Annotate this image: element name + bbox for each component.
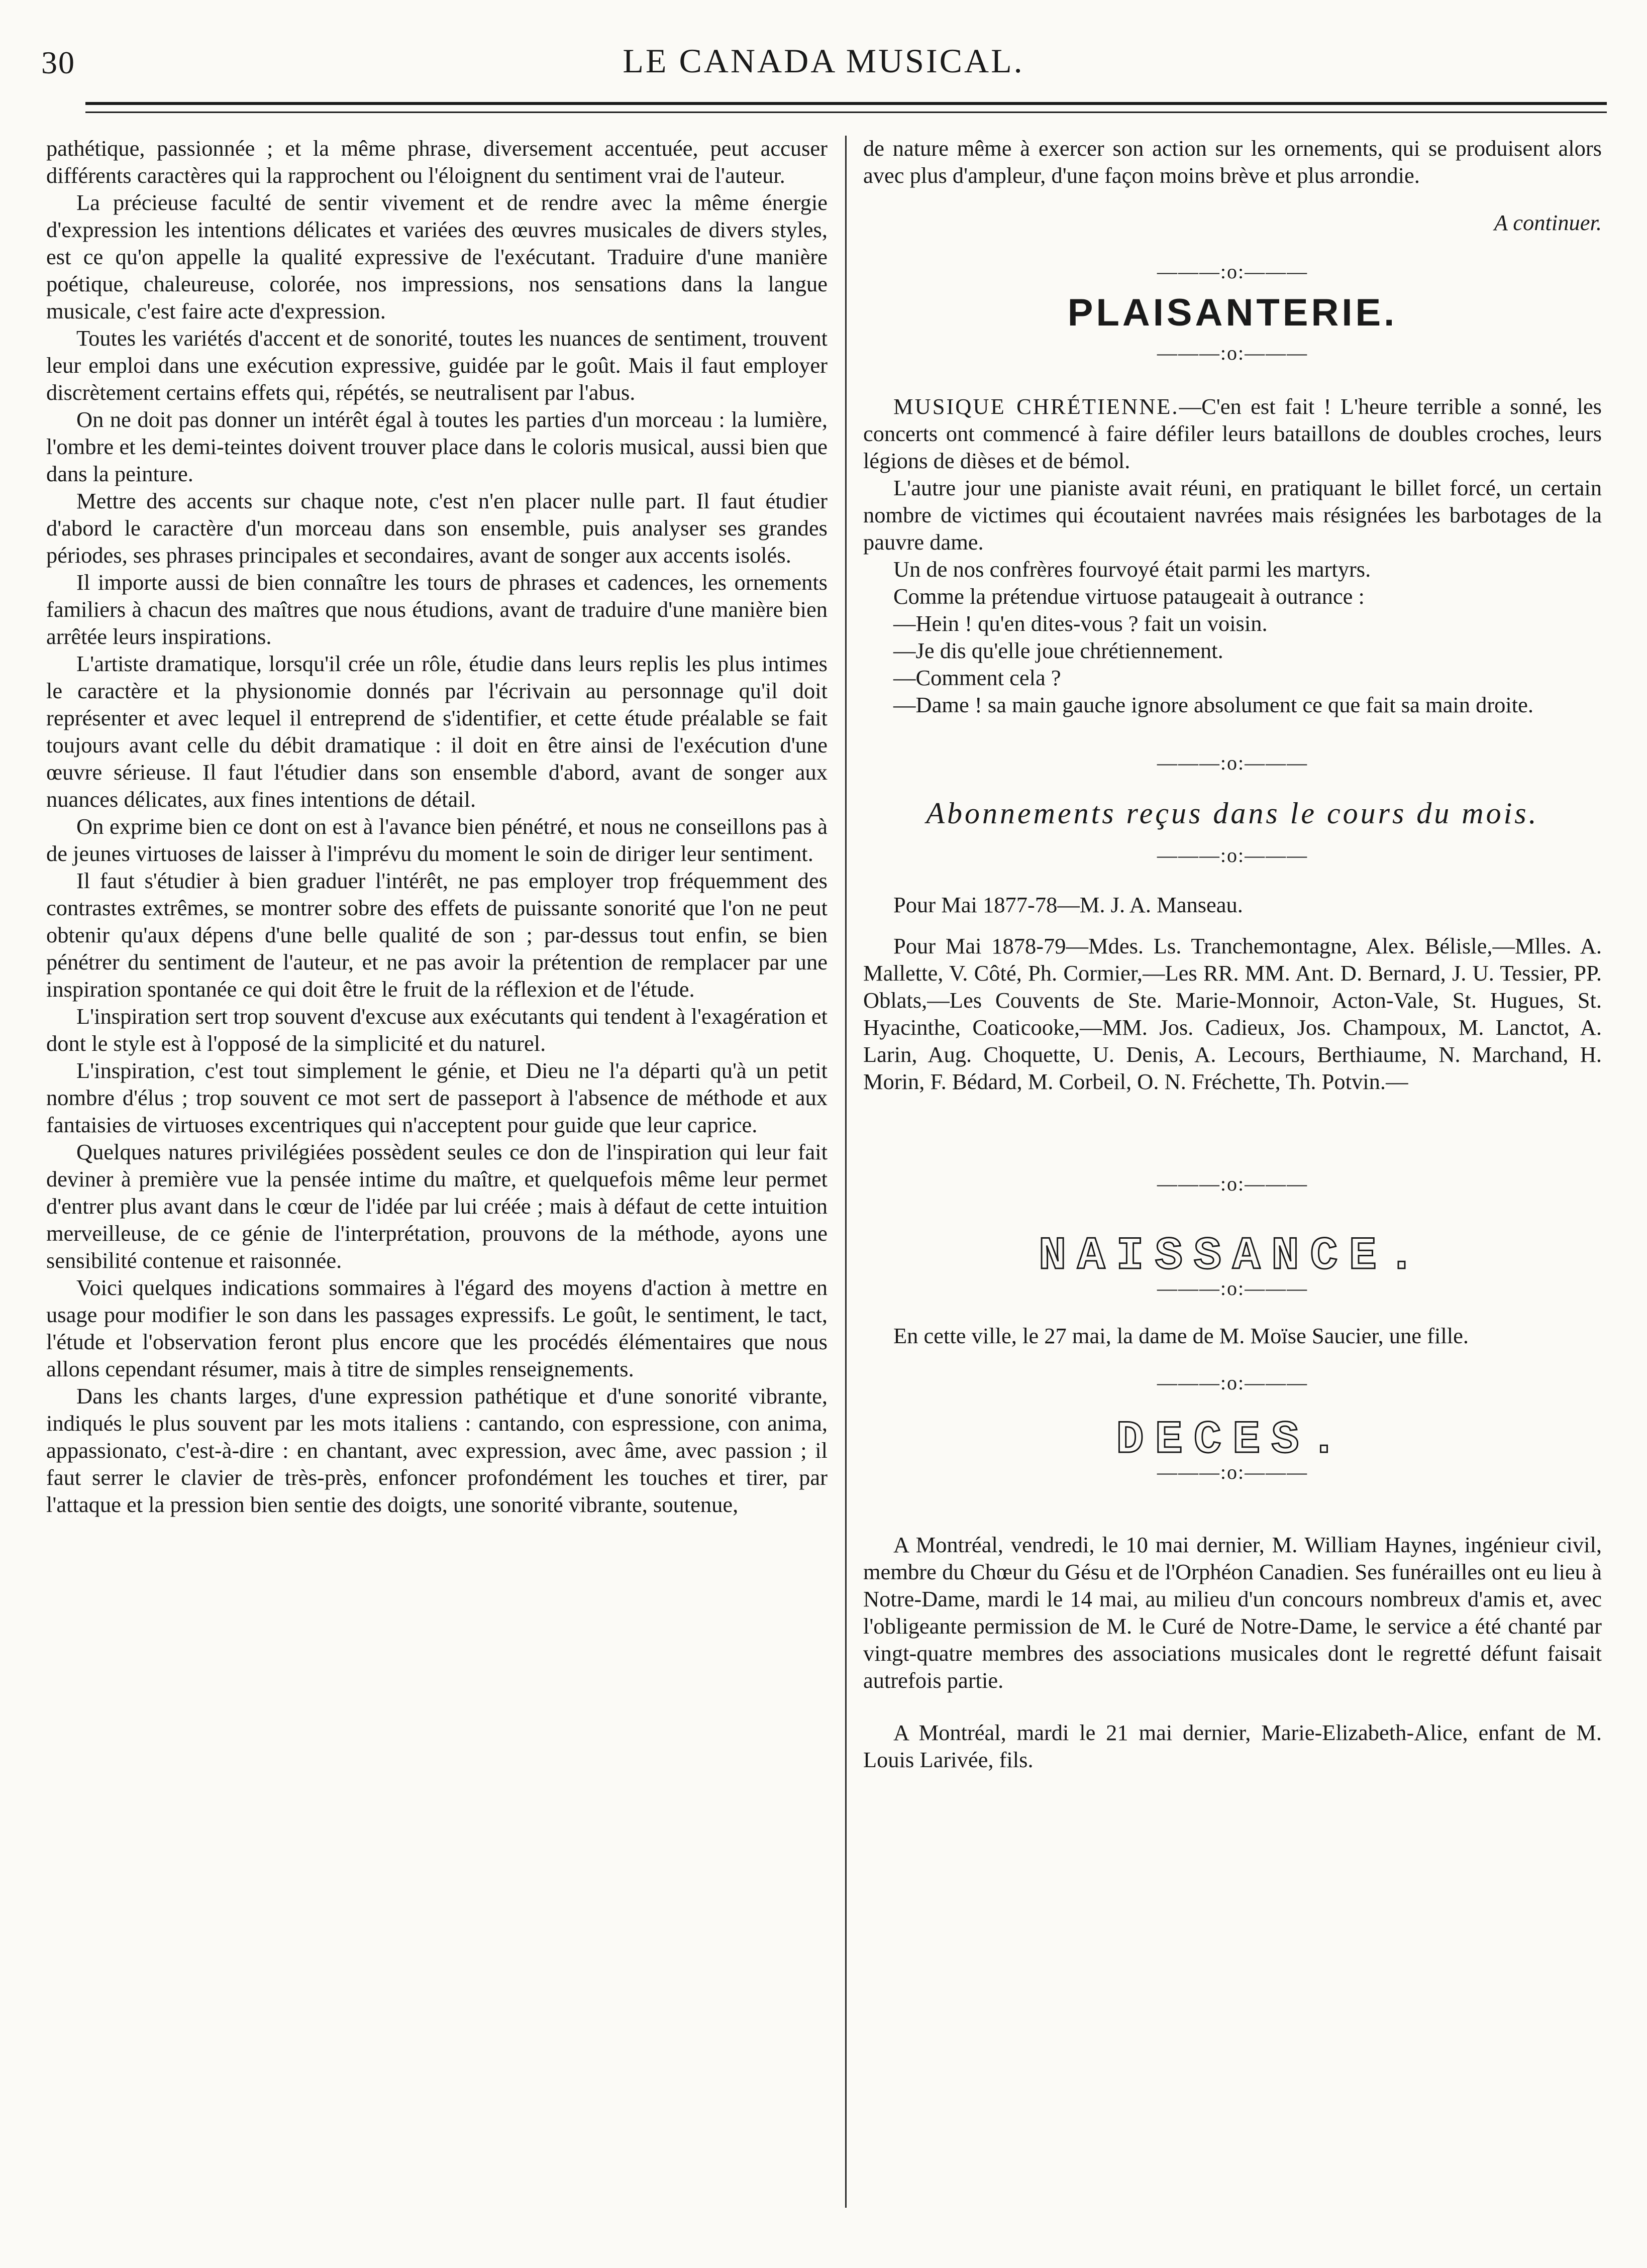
paragraph: Pour Mai 1877-78—M. J. A. Manseau.	[893, 892, 1243, 917]
section-divider: ———:o:———	[1157, 1371, 1308, 1394]
paragraph: pathétique, passionnée ; et la même phrase, diversement accentuée, peut accuser différents caractères qui la rapprochent ou l'éloignent du sentiment vrai de l'auteur.	[46, 136, 828, 188]
section-divider: ———:o:———	[1157, 342, 1308, 364]
paragraph: —Dame ! sa main gauche ignore absolument ce que fait sa main droite.	[893, 692, 1533, 717]
paragraph-text: —C'en est fait ! L'heure terrible a sonné, les concerts ont commencé à faire défiler leurs bataillons de doubles croches, leurs légions de dièses et de bémol.	[863, 394, 1602, 473]
paragraph: En cette ville, le 27 mai, la dame de M. Moïse Saucier, une fille.	[893, 1323, 1469, 1348]
paragraph: On ne doit pas donner un intérêt égal à toutes les parties d'un morceau : la lumière, l'ombre et les demi-teintes doivent trouver place dans le coloris musical, aussi bien que dans la peinture.	[46, 407, 828, 486]
paragraph: L'inspiration, c'est tout simplement le génie, et Dieu ne l'a départi qu'à un petit nombre d'élus ; trop souvent ce mot sert de passeport à l'absence de méthode et aux fantaisies de virtuoses excentriques qui n'acceptent pour guide que leur caprice.	[46, 1058, 828, 1137]
left-column	[46, 135, 828, 1518]
section-divider: ———:o:———	[1157, 260, 1308, 283]
section-divider: ———:o:———	[1157, 844, 1308, 867]
paragraph: A Montréal, vendredi, le 10 mai dernier, M. William Haynes, ingénieur civil, membre du Chœur du Gésu et de l'Orphéon Canadien. Ses funérailles ont eu lieu à Notre-Dame, mardi le 14 mai, au milieu d'un concours nombreux d'amis et, avec l'obligeante permission de M. le Curé de Notre-Dame, le service a été chanté par vingt-quatre membres des associations musicales dont le regretté défunt faisait autrefois partie.	[863, 1532, 1602, 1693]
heading-abonnements: Abonnements reçus dans le cours du mois.	[926, 797, 1539, 830]
paragraph: —Je dis qu'elle joue chrétiennement.	[893, 638, 1223, 663]
section-divider: ———:o:———	[1157, 1461, 1308, 1483]
heading-naissance: NAISSANCE.	[1038, 1230, 1427, 1282]
section-divider: ———:o:———	[1157, 1172, 1308, 1195]
paragraph: de nature même à exercer son action sur les ornements, qui se produisent alors avec plus d'ampleur, d'une façon moins brève et plus arrondie.	[863, 136, 1602, 188]
header-rule-thin	[85, 112, 1607, 113]
paragraph: Il faut s'étudier à bien graduer l'intérêt, ne pas employer trop fréquemment des contrastes extrêmes, se montrer sobre des effets de puissante sonorité que l'on ne peut obtenir qu'aux dépens d'une belle qualité de son ; par-dessus tout enfin, se bien pénétrer du sentiment de l'auteur, et ne pas avoir la prétention de remplacer par une inspiration spontanée ce qui doit être le fruit de la réflexion et de l'étude.	[46, 868, 828, 1002]
paragraph: Pour Mai 1878-79—Mdes. Ls. Tranchemontagne, Alex. Bélisle,—Mlles. A. Mallette, V. Côté, Ph. Cormier,—Les RR. MM. Ant. D. Bernard, J. U. Tessier, PP. Oblats,—Les Couvents de Ste. Marie-Monnoir, Acton-Vale, St. Hugues, St. Hyacinthe, Coaticooke,—MM. Jos. Cadieux, Jos. Champoux, M. Lanctot, A. Larin, Aug. Choquette, U. Denis, A. Lecours, Berthiaume, N. Marchand, H. Morin, F. Bédard, M. Corbeil, O. N. Fréchette, Th. Potvin.—	[863, 933, 1602, 1094]
paragraph: Quelques natures privilégiées possèdent seules ce don de l'inspiration qui leur fait deviner à première vue la pensée intime du maître, et quelquefois même leur permet d'entrer plus avant dans le cœur de l'idée par lui créée ; mais à défaut de cette intuition merveilleuse, de ce génie de l'interprétation, prouvons de la méthode, ayons une sensibilité contenue et raisonnée.	[46, 1139, 828, 1273]
column-divider	[845, 136, 847, 2208]
section-divider: ———:o:———	[1157, 751, 1308, 774]
paragraph: Toutes les variétés d'accent et de sonorité, toutes les nuances de sentiment, trouvent leur emploi dans une exécution expressive, guidée par le goût. Mais il faut employer discrètement certains effets qui, répétés, se neutralisent par l'abus.	[46, 326, 828, 405]
paragraph: L'autre jour une pianiste avait réuni, en pratiquant le billet forcé, un certain nombre de victimes qui écoutaient navrées mais résignées les barbotages de la pauvre dame.	[863, 475, 1602, 555]
section-divider: ———:o:———	[1157, 1277, 1308, 1300]
paragraph: Voici quelques indications sommaires à l'égard des moyens d'action à mettre en usage pour modifier le son dans les passages expressifs. Le goût, le sentiment, le tact, l'étude et l'observation feront plus encore que les procédés élémentaires que nous allons cependant résumer, mais à titre de simples renseignements.	[46, 1275, 828, 1381]
paragraph: Un de nos confrères fourvoyé était parmi les martyrs.	[893, 557, 1371, 582]
page-title: LE CANADA MUSICAL.	[623, 42, 1024, 80]
paragraph: Mettre des accents sur chaque note, c'est n'en placer nulle part. Il faut étudier d'abord le caractère d'un morceau dans son ensemble, puis analyser ses grandes périodes, ses phrases principales et secondaires, avant de songer aux accents isolés.	[46, 488, 828, 568]
paragraph: L'inspiration sert trop souvent d'excuse aux exécutants qui tendent à l'exagération et dont le style est à l'opposé de la simplicité et du naturel.	[46, 1004, 828, 1056]
paragraph: A Montréal, mardi le 21 mai dernier, Marie-Elizabeth-Alice, enfant de M. Louis Larivée, fils.	[863, 1720, 1602, 1772]
paragraph: Comme la prétendue virtuose pataugeait à outrance :	[893, 584, 1365, 609]
right-column	[863, 135, 1602, 1773]
paragraph: Il importe aussi de bien connaître les tours de phrases et cadences, les ornements familiers à chacun des maîtres que nous étudions, avant de traduire d'une manière bien arrêtée leurs inspirations.	[46, 570, 828, 649]
lead-in: MUSIQUE CHRÉTIENNE.	[893, 394, 1179, 419]
paragraph: —Hein ! qu'en dites-vous ? fait un voisin.	[893, 611, 1268, 636]
paragraph: La précieuse faculté de sentir vivement et de rendre avec la même énergie d'expression les intentions délicates et variées des œuvres musicales de divers styles, est ce qu'on appelle la qualité expressive de l'exécutant. Traduire d'une manière poétique, chaleureuse, colorée, nos impressions, nos sensations dans la langue musicale, c'est faire acte d'expression.	[46, 190, 828, 323]
heading-deces: DECES.	[1116, 1414, 1349, 1466]
continue-note: A continuer.	[1494, 210, 1602, 235]
paragraph	[863, 393, 1602, 474]
paragraph: On exprime bien ce dont on est à l'avance bien pénétré, et nous ne conseillons pas à de jeunes virtuoses de laisser à l'imprévu du moment le soin de diriger leur sentiment.	[46, 814, 828, 866]
header-rule	[85, 102, 1607, 105]
page-number: 30	[41, 45, 75, 80]
paragraph: L'artiste dramatique, lorsqu'il crée un rôle, étudie dans leurs replis les plus intimes le caractère et la physionomie donnés par l'écrivain au personnage qu'il doit représenter et avec lequel il entreprend de s'identifier, et cette étude préalable se fait toujours avant celle du débit dramatique : il doit en être ainsi de l'exécution d'une œuvre sérieuse. Il faut l'étudier dans son ensemble d'abord, avant de songer aux nuances délicates, aux fines intentions de détail.	[46, 651, 828, 812]
paragraph: Dans les chants larges, d'une expression pathétique et d'une sonorité vibrante, indiqués le plus souvent par les mots italiens : cantando, con espressione, con anima, appassionato, c'est-à-dire : en chantant, avec expression, avec âme, avec passion ; il faut serrer le clavier de très-près, enfoncer profondément les touches et tirer, par l'attaque et la pression bien sentie des doigts, une sonorité vibrante, soutenue,	[46, 1383, 828, 1517]
heading-plaisanterie: PLAISANTERIE.	[1067, 291, 1398, 334]
paragraph: —Comment cela ?	[893, 665, 1061, 690]
